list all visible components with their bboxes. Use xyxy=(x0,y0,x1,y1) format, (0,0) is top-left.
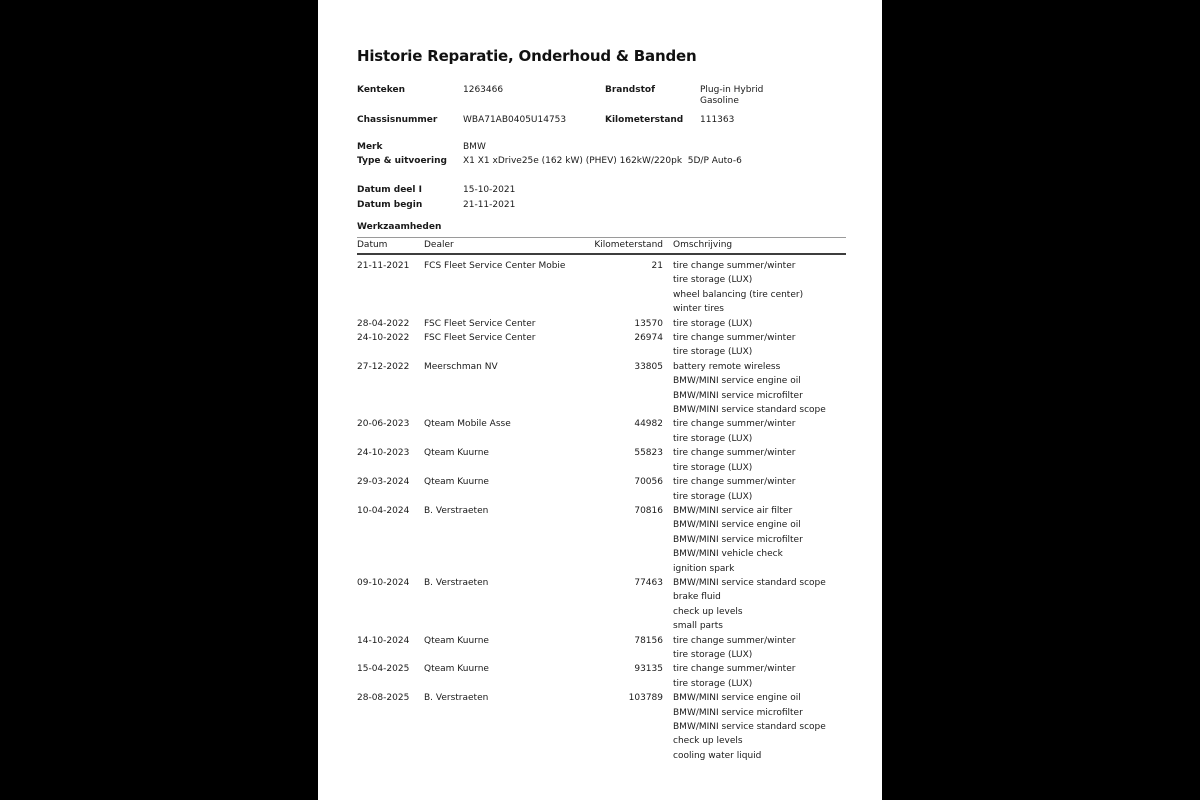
cell-km: 70816 xyxy=(634,505,663,516)
cell-km: 70056 xyxy=(634,477,663,488)
cell-km: 21 xyxy=(651,261,663,271)
cell-omschrijving xyxy=(663,662,846,691)
omschrijving-line: tire storage (LUX) xyxy=(673,433,753,444)
cell-dealer: Qteam Kuurne xyxy=(424,635,489,646)
omschrijving-line: wheel balancing (tire center) xyxy=(673,289,804,300)
header-kilometerstand: Kilometerstand xyxy=(594,240,663,250)
cell-datum: 15-04-2025 xyxy=(357,664,410,675)
works-table-header xyxy=(357,237,846,255)
cell-datum: 28-04-2022 xyxy=(357,318,410,329)
omschrijving-line: tire change summer/winter xyxy=(673,448,796,459)
cell-km: 13570 xyxy=(634,318,663,329)
omschrijving-line: tire storage (LUX) xyxy=(673,347,753,358)
cell-datum: 20-06-2023 xyxy=(357,419,410,430)
cell-datum: 28-08-2025 xyxy=(357,693,410,704)
omschrijving-line: tire change summer/winter xyxy=(673,664,796,675)
table-row xyxy=(357,446,846,475)
cell-km: 78156 xyxy=(634,635,663,646)
cell-dealer: B. Verstraeten xyxy=(424,693,489,704)
cell-dealer: B. Verstraeten xyxy=(424,505,489,516)
cell-datum: 14-10-2024 xyxy=(357,635,410,646)
merk-label: Merk xyxy=(357,142,383,152)
header-dealer: Dealer xyxy=(424,240,454,250)
omschrijving-line: BMW/MINI service standard scope xyxy=(673,405,826,416)
table-row xyxy=(357,662,846,691)
cell-km: 44982 xyxy=(634,419,663,430)
cell-km: 103789 xyxy=(628,693,663,704)
omschrijving-line: tire storage (LUX) xyxy=(673,318,753,329)
cell-omschrijving xyxy=(663,504,846,576)
works-table xyxy=(357,237,846,763)
omschrijving-line: tire storage (LUX) xyxy=(673,678,753,689)
cell-omschrijving xyxy=(663,317,846,331)
chassisnummer-label: Chassisnummer xyxy=(357,115,438,125)
omschrijving-line: check up levels xyxy=(673,606,743,617)
table-row xyxy=(357,576,846,634)
cell-omschrijving xyxy=(663,475,846,504)
omschrijving-line: BMW/MINI service engine oil xyxy=(673,693,801,704)
type-label: Type & uitvoering xyxy=(357,156,447,166)
omschrijving-line: cooling water liquid xyxy=(673,750,762,761)
cell-datum: 10-04-2024 xyxy=(357,505,410,516)
brandstof-value-line: Plug-in Hybrid xyxy=(700,85,764,95)
table-row xyxy=(357,691,846,763)
table-row xyxy=(357,259,846,317)
cell-dealer: Qteam Kuurne xyxy=(424,448,489,459)
omschrijving-line: BMW/MINI service engine oil xyxy=(673,520,801,531)
table-row xyxy=(357,475,846,504)
cell-km: 26974 xyxy=(634,333,663,344)
datum-begin-label: Datum begin xyxy=(357,200,423,210)
omschrijving-line: ignition spark xyxy=(673,563,735,574)
cell-km: 55823 xyxy=(634,448,663,459)
brandstof-value-line: Gasoline xyxy=(700,96,739,106)
header-datum: Datum xyxy=(357,240,388,250)
table-row xyxy=(357,417,846,446)
cell-dealer: Qteam Kuurne xyxy=(424,477,489,488)
omschrijving-line: BMW/MINI service standard scope xyxy=(673,722,826,732)
omschrijving-line: tire change summer/winter xyxy=(673,477,796,488)
cell-dealer: FSC Fleet Service Center xyxy=(424,333,536,344)
table-row xyxy=(357,634,846,663)
omschrijving-line: winter tires xyxy=(673,304,724,315)
cell-km: 93135 xyxy=(634,664,663,675)
cell-km: 77463 xyxy=(634,577,663,588)
datum-deel-value: 15-10-2021 xyxy=(463,185,516,195)
omschrijving-line: tire storage (LUX) xyxy=(673,491,753,502)
brandstof-label: Brandstof xyxy=(605,85,655,95)
cell-omschrijving xyxy=(663,691,846,763)
omschrijving-line: tire change summer/winter xyxy=(673,419,796,430)
kilometerstand-value: 111363 xyxy=(700,115,735,125)
cell-km: 33805 xyxy=(634,361,663,372)
omschrijving-line: tire change summer/winter xyxy=(673,635,796,646)
werkzaamheden-heading: Werkzaamheden xyxy=(357,222,442,232)
table-row xyxy=(357,360,846,418)
omschrijving-line: BMW/MINI service microfilter xyxy=(673,390,803,401)
datum-deel-label: Datum deel I xyxy=(357,185,422,195)
cell-omschrijving xyxy=(663,331,846,360)
chassisnummer-value: WBA71AB0405U14753 xyxy=(463,115,567,125)
merk-value: BMW xyxy=(463,142,486,152)
omschrijving-line: tire storage (LUX) xyxy=(673,275,753,286)
table-row xyxy=(357,504,846,576)
report-document xyxy=(318,0,882,800)
cell-datum: 09-10-2024 xyxy=(357,577,410,588)
omschrijving-line: BMW/MINI service air filter xyxy=(673,505,793,516)
omschrijving-line: tire change summer/winter xyxy=(673,261,796,271)
cell-omschrijving xyxy=(663,446,846,475)
table-row xyxy=(357,317,846,331)
omschrijving-line: tire storage (LUX) xyxy=(673,649,753,660)
kenteken-label: Kenteken xyxy=(357,85,405,95)
omschrijving-line: tire storage (LUX) xyxy=(673,462,753,473)
cell-datum: 24-10-2022 xyxy=(357,333,410,344)
header-omschrijving: Omschrijving xyxy=(673,240,733,250)
cell-datum: 29-03-2024 xyxy=(357,477,410,488)
omschrijving-line: BMW/MINI service microfilter xyxy=(673,534,803,545)
cell-dealer: FSC Fleet Service Center xyxy=(424,318,536,329)
cell-datum: 27-12-2022 xyxy=(357,361,410,372)
omschrijving-line: brake fluid xyxy=(673,592,721,603)
omschrijving-line: tire change summer/winter xyxy=(673,333,796,344)
omschrijving-line: BMW/MINI vehicle check xyxy=(673,549,783,560)
omschrijving-line: check up levels xyxy=(673,736,743,747)
cell-omschrijving xyxy=(663,360,846,418)
dates-section xyxy=(357,183,846,213)
cell-dealer: Qteam Mobile Asse xyxy=(424,419,511,430)
table-row xyxy=(357,331,846,360)
cell-dealer: B. Verstraeten xyxy=(424,577,489,588)
vehicle-info-section xyxy=(357,85,846,126)
table-body xyxy=(357,255,846,763)
brandstof-value xyxy=(700,85,846,107)
cell-datum: 24-10-2023 xyxy=(357,448,410,459)
type-value: X1 X1 xDrive25e (162 kW) (PHEV) 162kW/220pk 5D/P Auto-6 xyxy=(463,156,742,166)
omschrijving-line: small parts xyxy=(673,621,723,632)
omschrijving-line: BMW/MINI service microfilter xyxy=(673,707,803,718)
cell-omschrijving xyxy=(663,576,846,634)
datum-begin-value: 21-11-2021 xyxy=(463,200,516,210)
kilometerstand-label: Kilometerstand xyxy=(605,115,684,125)
page-title: Historie Reparatie, Onderhoud & Banden xyxy=(357,47,697,65)
cell-datum: 21-11-2021 xyxy=(357,261,410,271)
cell-dealer: FCS Fleet Service Center Mobie xyxy=(424,261,566,271)
omschrijving-line: BMW/MINI service engine oil xyxy=(673,376,801,387)
omschrijving-line: battery remote wireless xyxy=(673,361,781,372)
model-info-section xyxy=(357,140,846,168)
cell-dealer: Meerschman NV xyxy=(424,361,498,372)
cell-omschrijving xyxy=(663,259,846,317)
cell-dealer: Qteam Kuurne xyxy=(424,664,489,675)
kenteken-value: 1263466 xyxy=(463,85,504,95)
cell-omschrijving xyxy=(663,634,846,663)
omschrijving-line: BMW/MINI service standard scope xyxy=(673,577,826,588)
cell-omschrijving xyxy=(663,417,846,446)
